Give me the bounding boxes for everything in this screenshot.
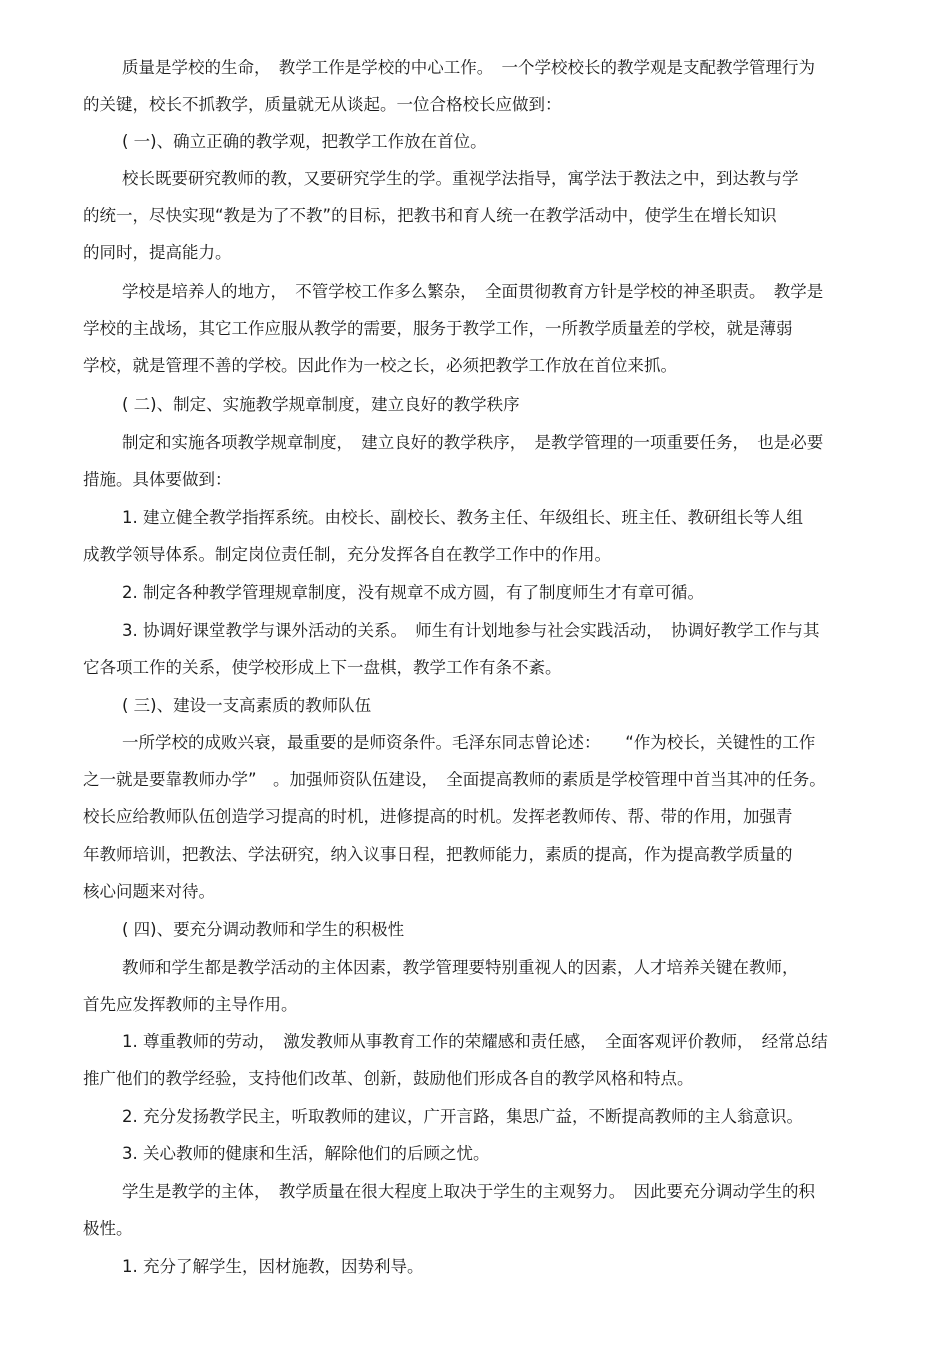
list-item: 2. 充分发扬教学民主，听取教师的建议，广开言路，集思广益，不断提高教师的主人翁意识。 <box>122 1107 803 1126</box>
paragraph-line: 学生是教学的主体， 教学质量在很大程度上取决于学生的主观努力。 因此要充分调动学生的积 <box>122 1182 815 1201</box>
paragraph-line: 它各项工作的关系，使学校形成上下一盘棋，教学工作有条不紊。 <box>83 658 562 677</box>
paragraph-line: 教师和学生都是教学活动的主体因素，教学管理要特别重视人的因素，人才培养关键在教师， <box>122 958 799 977</box>
list-item: 2. 制定各种教学管理规章制度，没有规章不成方圆，有了制度师生才有章可循。 <box>122 583 704 602</box>
section-heading: ( 四)、要充分调动教师和学生的积极性 <box>122 920 405 939</box>
paragraph-line: 制定和实施各项教学规章制度， 建立良好的教学秩序， 是教学管理的一项重要任务， 也是必要 <box>122 433 824 452</box>
list-item: 3. 关心教师的健康和生活，解除他们的后顾之忧。 <box>122 1144 490 1163</box>
paragraph-line: 的关键，校长不抓教学，质量就无从谈起。一位合格校长应做到： <box>83 95 562 114</box>
paragraph-line: 核心问题来对待。 <box>83 882 215 901</box>
paragraph-line: 学校，就是管理不善的学校。因此作为一校之长，必须把教学工作放在首位来抓。 <box>83 356 677 375</box>
list-item: 3. 协调好课堂教学与课外活动的关系。 师生有计划地参与社会实践活动， 协调好教学工作与其 <box>122 621 820 640</box>
paragraph-line: 极性。 <box>83 1219 133 1238</box>
section-heading: ( 一)、确立正确的教学观，把教学工作放在首位。 <box>122 132 487 151</box>
paragraph-line: 成教学领导体系。制定岗位责任制，充分发挥各自在教学工作中的作用。 <box>83 545 611 564</box>
paragraph-line: 校长既要研究教师的教，又要研究学生的学。重视学法指导，寓学法于教法之中，到达教与学 <box>122 169 799 188</box>
paragraph-line: 学校的主战场，其它工作应服从教学的需要，服务于教学工作，一所教学质量差的学校，就是薄弱 <box>83 319 793 338</box>
paragraph-line: 的同时，提高能力。 <box>83 243 232 262</box>
paragraph-line: 一所学校的成败兴衰，最重要的是师资条件。毛泽东同志曾论述： “作为校长，关键性的工作 <box>122 733 816 752</box>
paragraph-line: 质量是学校的生命， 教学工作是学校的中心工作。 一个学校校长的教学观是支配教学管理行为 <box>122 58 815 77</box>
section-heading: ( 二)、制定、实施教学规章制度，建立良好的教学秩序 <box>122 395 520 414</box>
paragraph-line: 之一就是要靠教师办学” 。加强师资队伍建设， 全面提高教师的素质是学校管理中首当其冲的任务。 <box>83 770 826 789</box>
paragraph-line: 首先应发挥教师的主导作用。 <box>83 995 298 1014</box>
paragraph-line: 校长应给教师队伍创造学习提高的时机，进修提高的时机。发挥老教师传、帮、带的作用，加强青 <box>83 807 793 826</box>
list-item: 1. 尊重教师的劳动， 激发教师从事教育工作的荣耀感和责任感， 全面客观评价教师， 经常总结 <box>122 1032 828 1051</box>
section-heading: ( 三)、建设一支高素质的教师队伍 <box>122 696 372 715</box>
paragraph-line: 措施。具体要做到： <box>83 470 232 489</box>
paragraph-line: 推广他们的教学经验，支持他们改革、创新，鼓励他们形成各自的教学风格和特点。 <box>83 1069 694 1088</box>
list-item: 1. 建立健全教学指挥系统。由校长、副校长、教务主任、年级组长、班主任、教研组长等人组 <box>122 508 803 527</box>
paragraph-line: 年教师培训，把教法、学法研究，纳入议事日程，把教师能力，素质的提高，作为提高教学质量的 <box>83 845 793 864</box>
paragraph-line: 的统一，尽快实现“教是为了不教”的目标，把教书和育人统一在教学活动中，使学生在增长知识 <box>83 206 777 225</box>
list-item: 1. 充分了解学生，因材施教，因势利导。 <box>122 1257 424 1276</box>
paragraph-line: 学校是培养人的地方， 不管学校工作多么繁杂， 全面贯彻教育方针是学校的神圣职责。 教学是 <box>122 282 824 301</box>
